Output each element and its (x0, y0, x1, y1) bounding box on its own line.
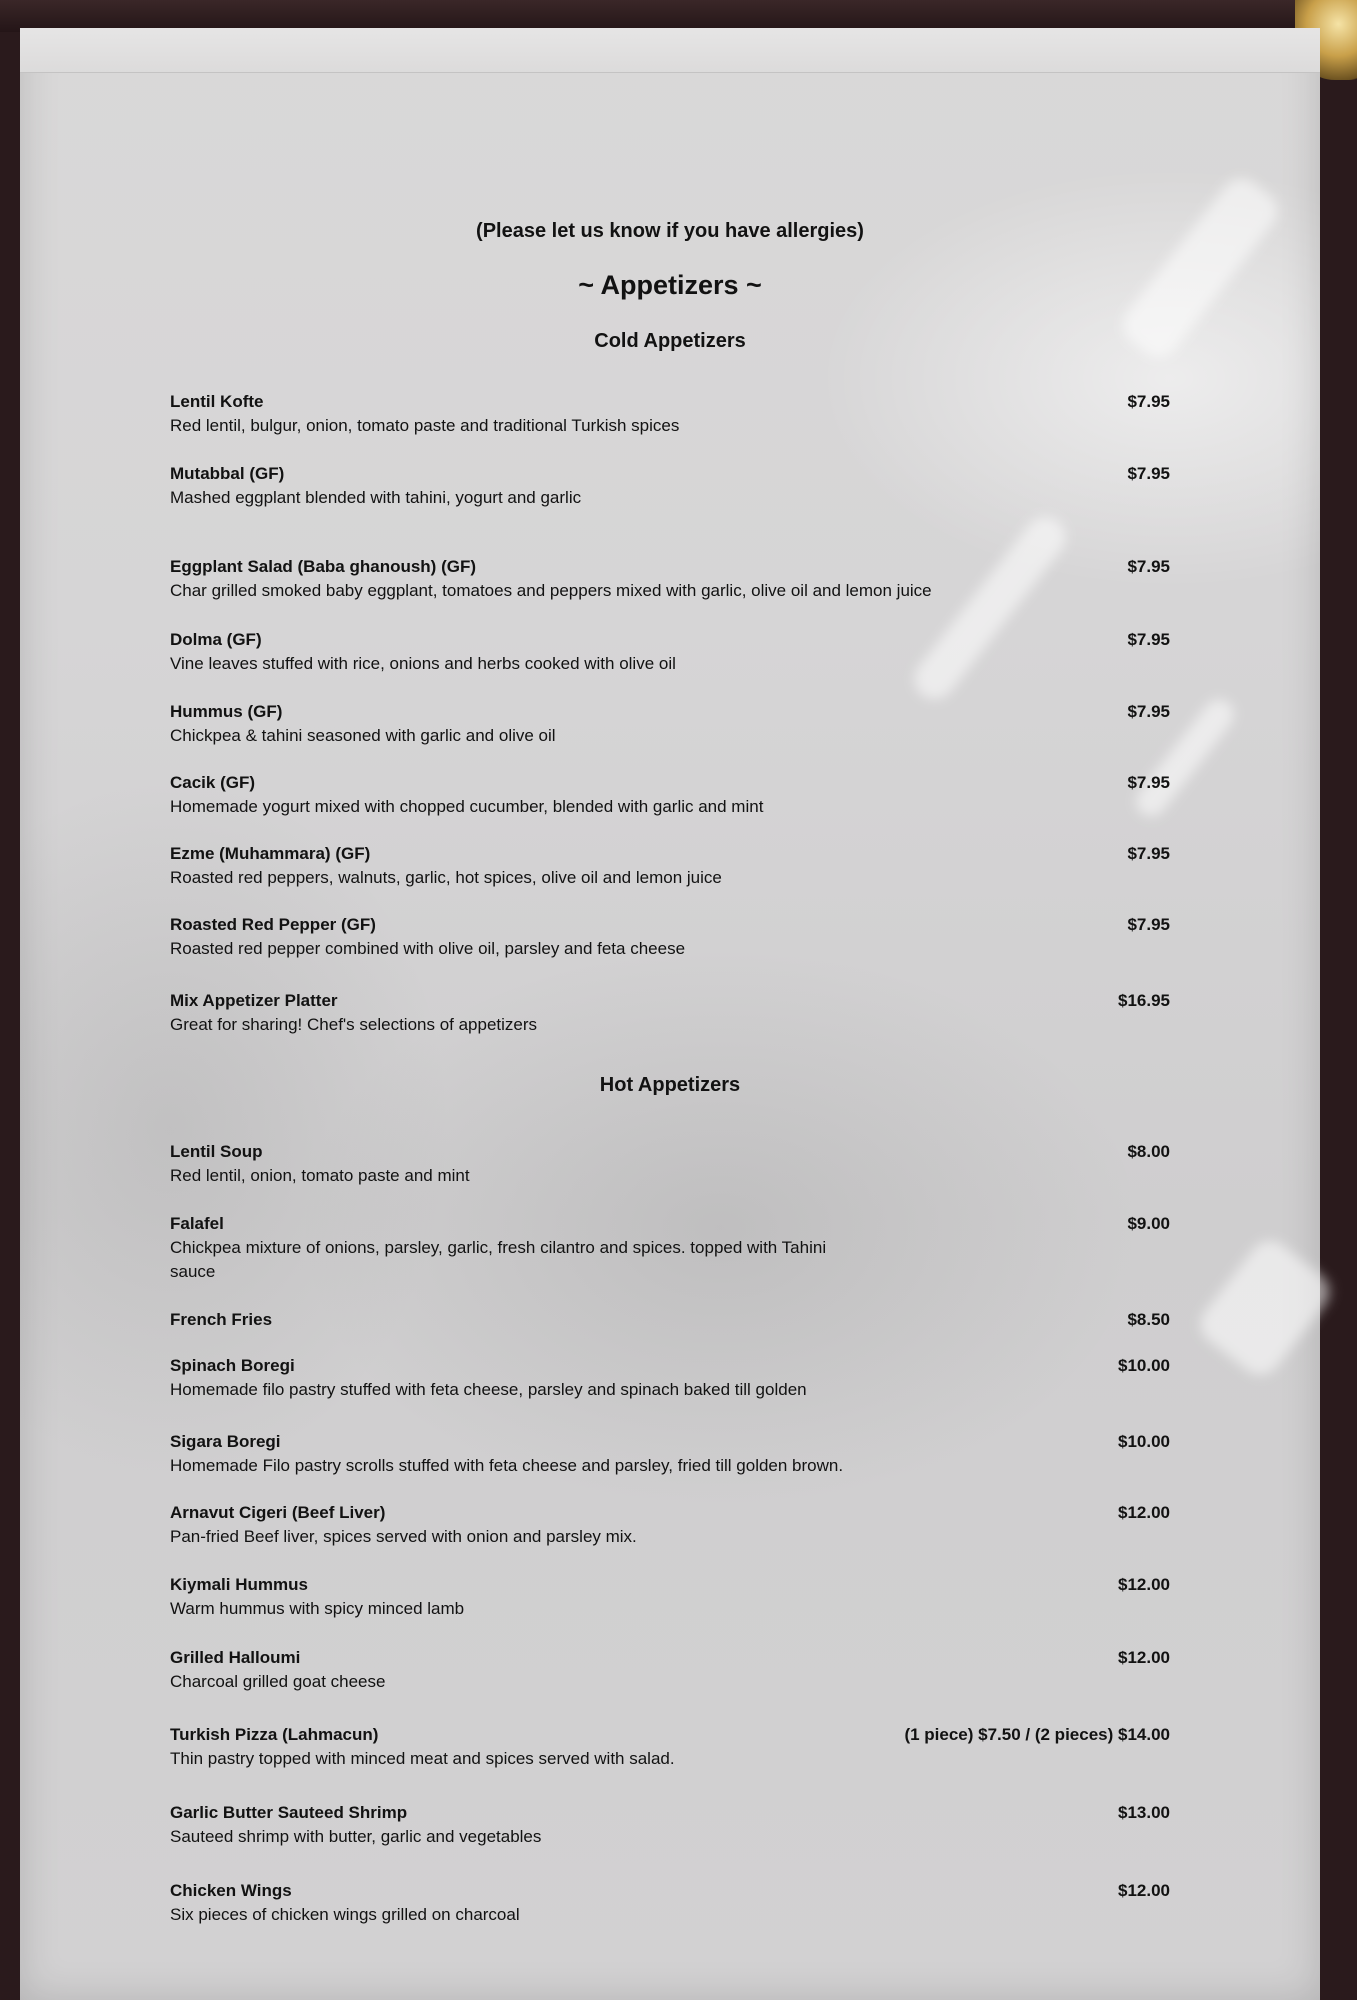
item-description: Great for sharing! Chef's selections of appetizers (170, 1015, 538, 1034)
menu-item (170, 1646, 1170, 1694)
item-name: Dolma (GF) (170, 630, 262, 649)
menu-item (170, 989, 1170, 1037)
item-description: Red lentil, bulgur, onion, tomato paste and traditional Turkish spices (170, 416, 680, 435)
item-name: Spinach Boregi (170, 1356, 295, 1375)
item-name: Roasted Red Pepper (GF) (170, 915, 376, 934)
item-price: $7.95 (1127, 392, 1170, 411)
item-name: Mix Appetizer Platter (170, 991, 338, 1010)
item-name: Kiymali Hummus (170, 1575, 308, 1594)
item-price: $7.95 (1127, 557, 1170, 576)
menu-item (170, 1723, 1170, 1771)
item-name: Ezme (Muhammara) (GF) (170, 844, 371, 863)
item-description: Vine leaves stuffed with rice, onions and herbs cooked with olive oil (170, 654, 676, 673)
item-price: $7.95 (1127, 630, 1170, 649)
item-name: Turkish Pizza (Lahmacun) (170, 1725, 379, 1744)
item-description: Six pieces of chicken wings grilled on charcoal (170, 1905, 520, 1924)
menu-item (170, 1212, 1170, 1284)
plastic-glare (1193, 1233, 1338, 1383)
item-description: Chickpea mixture of onions, parsley, garlic, fresh cilantro and spices. topped with Tahini sauce (170, 1238, 827, 1281)
menu-item (170, 1354, 1170, 1402)
menu-item (170, 913, 1170, 961)
menu-item (170, 1308, 1170, 1332)
menu-item (170, 1140, 1170, 1188)
item-price: $16.95 (1118, 991, 1170, 1010)
item-name: Cacik (GF) (170, 773, 256, 792)
menu-item (170, 1501, 1170, 1549)
item-price: (1 piece) $7.50 / (2 pieces) $14.00 (904, 1725, 1170, 1744)
item-price: $7.95 (1127, 915, 1170, 934)
item-price: $8.00 (1127, 1142, 1170, 1161)
item-price: $12.00 (1118, 1575, 1170, 1594)
item-description: Sauteed shrimp with butter, garlic and vegetables (170, 1827, 542, 1846)
allergy-note: (Please let us know if you have allergies) (476, 220, 864, 242)
item-description: Homemade Filo pastry scrolls stuffed with feta cheese and parsley, fried till golden brown. (170, 1456, 844, 1475)
menu-page (20, 28, 1320, 2000)
item-description: Chickpea & tahini seasoned with garlic and olive oil (170, 726, 556, 745)
item-description: Warm hummus with spicy minced lamb (170, 1599, 465, 1618)
menu-item (170, 390, 1170, 438)
plastic-glare (1115, 171, 1285, 366)
item-description: Thin pastry topped with minced meat and spices served with salad. (170, 1749, 675, 1768)
item-description: Homemade yogurt mixed with chopped cucumber, blended with garlic and mint (170, 797, 764, 816)
item-name: Lentil Soup (170, 1142, 263, 1161)
item-name: Sigara Boregi (170, 1432, 281, 1451)
menu-item (170, 1801, 1170, 1849)
item-description: Roasted red peppers, walnuts, garlic, hot spices, olive oil and lemon juice (170, 868, 722, 887)
item-description: Pan-fried Beef liver, spices served with onion and parsley mix. (170, 1527, 637, 1546)
menu-item (170, 1573, 1170, 1621)
cold-appetizers-title: Cold Appetizers (594, 330, 746, 352)
item-name: French Fries (170, 1310, 273, 1329)
item-name: Mutabbal (GF) (170, 464, 285, 483)
item-name: Hummus (GF) (170, 702, 283, 721)
menu-item (170, 842, 1170, 890)
item-price: $7.95 (1127, 702, 1170, 721)
item-description: Mashed eggplant blended with tahini, yogurt and garlic (170, 488, 582, 507)
item-name: Eggplant Salad (Baba ghanoush) (GF) (170, 557, 476, 576)
menu-item (170, 1879, 1170, 1927)
item-price: $8.50 (1127, 1310, 1170, 1329)
item-description: Charcoal grilled goat cheese (170, 1672, 386, 1691)
plastic-glare (907, 509, 1074, 707)
menu-item (170, 771, 1170, 819)
item-name: Grilled Halloumi (170, 1648, 301, 1667)
hot-appetizers-title: Hot Appetizers (599, 1074, 741, 1096)
item-price: $9.00 (1127, 1214, 1170, 1233)
item-price: $7.95 (1127, 773, 1170, 792)
item-price: $12.00 (1118, 1503, 1170, 1522)
item-price: $10.00 (1118, 1432, 1170, 1451)
menu-item (170, 555, 1170, 603)
item-price: $10.00 (1118, 1356, 1170, 1375)
item-price: $7.95 (1127, 844, 1170, 863)
menu-item (170, 628, 1170, 676)
menu-item (170, 462, 1170, 510)
item-name: Garlic Butter Sauteed Shrimp (170, 1803, 408, 1822)
item-name: Chicken Wings (170, 1881, 292, 1900)
item-price: $13.00 (1118, 1803, 1170, 1822)
item-description: Homemade filo pastry stuffed with feta cheese, parsley and spinach baked till golden (170, 1380, 807, 1399)
item-price: $7.95 (1127, 464, 1170, 483)
menu-item (170, 1430, 1170, 1478)
item-name: Lentil Kofte (170, 392, 264, 411)
item-description: Char grilled smoked baby eggplant, tomatoes and peppers mixed with garlic, olive oil and lemon juice (170, 581, 932, 600)
item-name: Falafel (170, 1214, 224, 1233)
item-price: $12.00 (1118, 1881, 1170, 1900)
item-description: Roasted red pepper combined with olive oil, parsley and feta cheese (170, 939, 686, 958)
item-name: Arnavut Cigeri (Beef Liver) (170, 1503, 386, 1522)
menu-item (170, 700, 1170, 748)
item-price: $12.00 (1118, 1648, 1170, 1667)
item-description: Red lentil, onion, tomato paste and mint (170, 1166, 470, 1185)
section-title: ~ Appetizers ~ (578, 270, 762, 300)
